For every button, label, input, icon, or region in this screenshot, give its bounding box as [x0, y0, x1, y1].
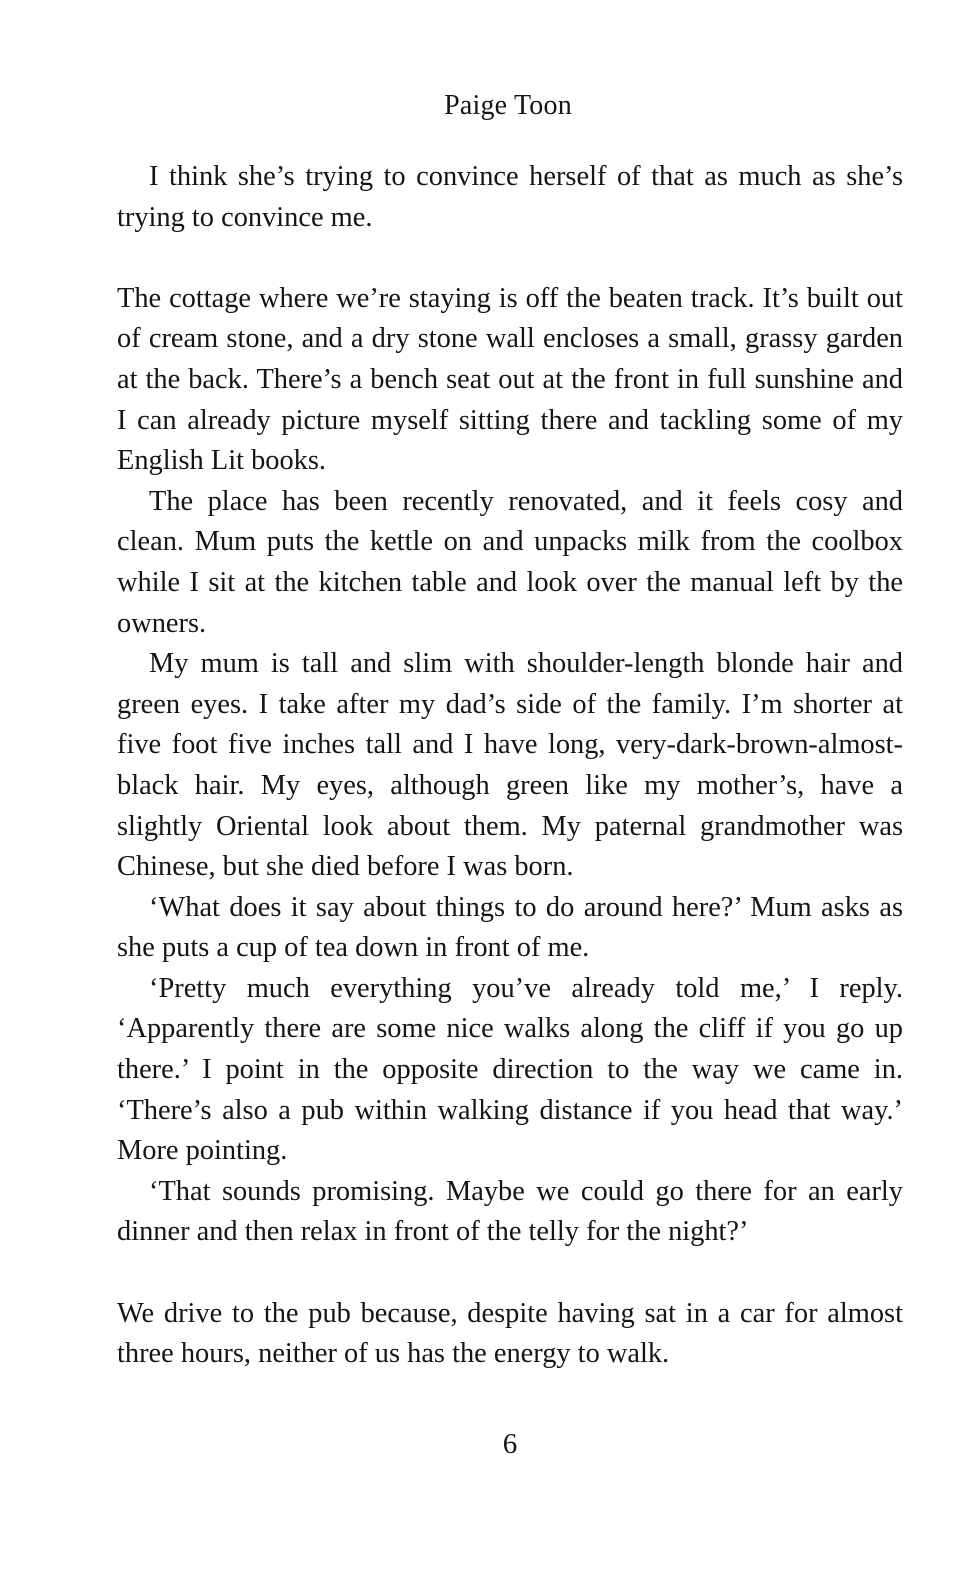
paragraph: ‘That sounds promising. Maybe we could go there for an early dinner and then relax in front of the telly for the night?’	[117, 1175, 903, 1248]
paragraph: The cottage where we’re staying is off the beaten track. It’s built out of cream stone, and a dry stone wall encloses a small, grassy garden at the back. There’s a bench seat out at the front in full sunshine and I can already picture myself sitting there and tackling some of my English Lit books.	[117, 282, 903, 477]
paragraph: The place has been recently renovated, and it feels cosy and clean. Mum puts the kettle on and unpacks milk from the coolbox while I sit at the kitchen table and look over the manual left by the owners.	[117, 485, 903, 639]
body-text	[117, 157, 903, 1375]
paragraph: I think she’s trying to convince herself of that as much as she’s trying to convince me.	[117, 161, 903, 233]
paragraph: My mum is tall and slim with shoulder-length blonde hair and green eyes. I take after my dad’s side of the family. I’m shorter at five foot five inches tall and I have long, very-dark-brown-almost-black hair. My eyes, although green like my mother’s, have a slightly Oriental look about them. My paternal grandmother was Chinese, but she died before I was born.	[117, 648, 903, 883]
paragraph: We drive to the pub because, despite having sat in a car for almost three hours, neither of us has the energy to walk.	[117, 1297, 903, 1370]
running-head: Paige Toon	[444, 90, 572, 121]
paragraph: ‘What does it say about things to do around here?’ Mum asks as she puts a cup of tea down in front of me.	[117, 891, 903, 964]
paragraph: ‘Pretty much everything you’ve already told me,’ I reply. ‘Apparently there are some nice walks along the cliff if you go up there.’ I point in the opposite direction to the way we came in. ‘There’s also a pub within walking distance if you head that way.’ More pointing.	[117, 972, 903, 1167]
page-number: 6	[502, 1428, 518, 1460]
